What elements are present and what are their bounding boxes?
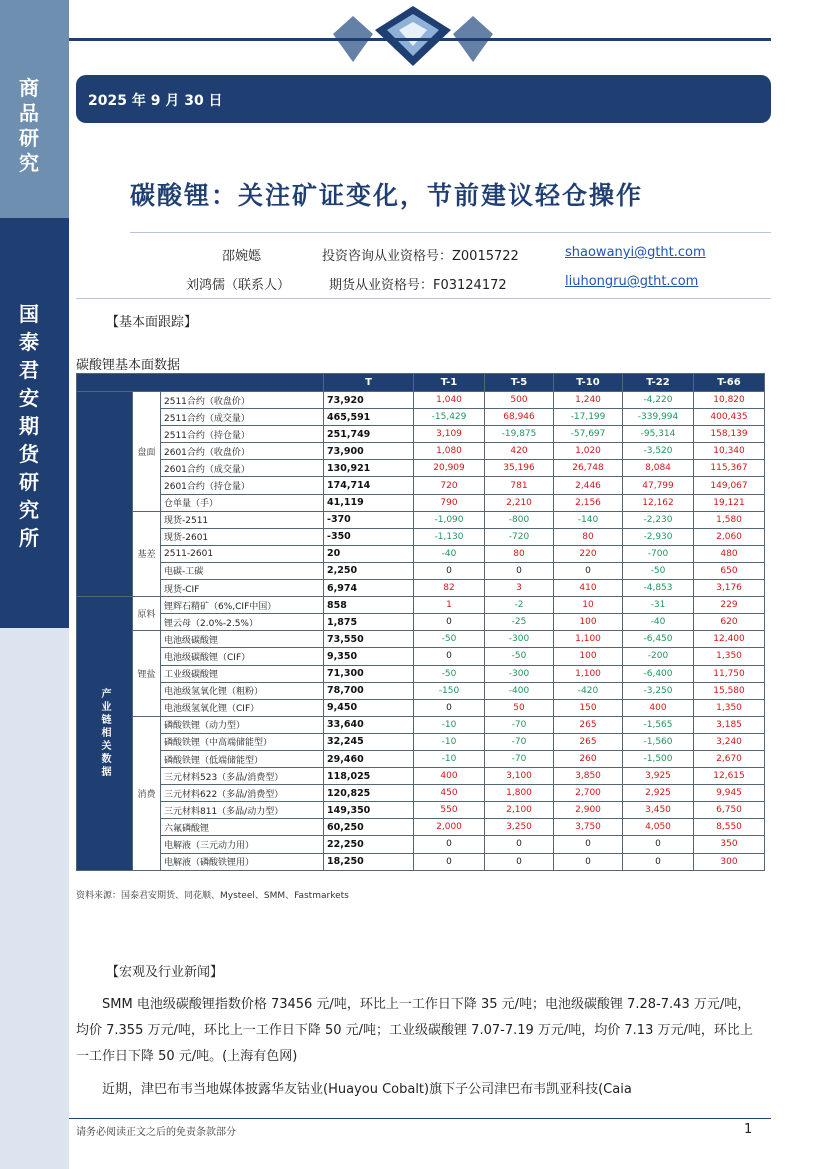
change-value-cell: -70	[485, 750, 554, 767]
column-header: T-10	[554, 374, 623, 392]
current-value-cell: 465,591	[324, 409, 414, 426]
change-value-cell: 229	[694, 597, 765, 614]
item-label-cell: 2511合约（成交量）	[161, 409, 324, 426]
change-value-cell: 12,615	[694, 768, 765, 785]
change-value-cell: -150	[414, 682, 485, 699]
change-value-cell: 1	[414, 597, 485, 614]
change-value-cell: 2,060	[694, 528, 765, 545]
table-row	[77, 819, 765, 836]
table-row	[77, 614, 765, 631]
change-value-cell: 265	[554, 716, 623, 733]
change-value-cell: -339,994	[623, 409, 694, 426]
change-value-cell: 12,162	[623, 494, 694, 511]
item-label-cell: 2511-2601	[161, 545, 324, 562]
item-label-cell: 磷酸铁锂（低端储能型）	[161, 750, 324, 767]
change-value-cell: 100	[554, 648, 623, 665]
change-value-cell: 2,900	[554, 802, 623, 819]
table-row	[77, 477, 765, 494]
item-label-cell: 三元材料523（多晶/消费型）	[161, 768, 324, 785]
current-value-cell: 118,025	[324, 768, 414, 785]
change-value-cell: 0	[414, 699, 485, 716]
change-value-cell: 720	[414, 477, 485, 494]
change-value-cell: -57,697	[554, 426, 623, 443]
change-value-cell: -720	[485, 528, 554, 545]
change-value-cell: -2,930	[623, 528, 694, 545]
change-value-cell: 12,400	[694, 631, 765, 648]
table-row	[77, 699, 765, 716]
current-value-cell: -370	[324, 511, 414, 528]
change-value-cell: -70	[485, 716, 554, 733]
change-value-cell: 2,000	[414, 819, 485, 836]
change-value-cell: -3,250	[623, 682, 694, 699]
current-value-cell: 1,875	[324, 614, 414, 631]
change-value-cell: 2,925	[623, 785, 694, 802]
change-value-cell: 0	[554, 562, 623, 579]
column-header: T-1	[414, 374, 485, 392]
column-header: T-66	[694, 374, 765, 392]
change-value-cell: -10	[414, 750, 485, 767]
table-row	[77, 785, 765, 802]
table-row	[77, 426, 765, 443]
change-value-cell: 480	[694, 545, 765, 562]
current-value-cell: 20	[324, 545, 414, 562]
change-value-cell: 790	[414, 494, 485, 511]
change-value-cell: 400	[623, 699, 694, 716]
change-value-cell: -3,520	[623, 443, 694, 460]
table-row	[77, 494, 765, 511]
change-value-cell: 3,176	[694, 580, 765, 597]
change-value-cell: 620	[694, 614, 765, 631]
change-value-cell: 1,580	[694, 511, 765, 528]
report-title: 碳酸锂：关注矿证变化，节前建议轻仓操作	[130, 181, 644, 210]
change-value-cell: 3,240	[694, 733, 765, 750]
change-value-cell: -1,500	[623, 750, 694, 767]
change-value-cell: 550	[414, 802, 485, 819]
change-value-cell: 2,670	[694, 750, 765, 767]
sidebar-institute-label: 国泰君安期货研究所	[19, 302, 39, 550]
change-value-cell: -1,130	[414, 528, 485, 545]
change-value-cell: 68,946	[485, 409, 554, 426]
table-row	[77, 768, 765, 785]
change-value-cell: 10	[554, 597, 623, 614]
subgroup-cell: 盘面	[133, 392, 161, 512]
change-value-cell: 2,700	[554, 785, 623, 802]
table-row	[77, 528, 765, 545]
item-label-cell: 电解液（磷酸铁锂用）	[161, 853, 324, 870]
change-value-cell: 350	[694, 836, 765, 853]
table-row	[77, 409, 765, 426]
footer-disclaimer: 请务必阅读正文之后的免责条款部分	[76, 1127, 236, 1138]
change-value-cell: 420	[485, 443, 554, 460]
change-value-cell: 150	[554, 699, 623, 716]
change-value-cell: 2,210	[485, 494, 554, 511]
change-value-cell: -1,565	[623, 716, 694, 733]
change-value-cell: 8,084	[623, 460, 694, 477]
item-label-cell: 现货-2511	[161, 511, 324, 528]
change-value-cell: -420	[554, 682, 623, 699]
change-value-cell: 20,909	[414, 460, 485, 477]
table-row	[77, 733, 765, 750]
author-qualification: 期货从业资格号：F03124172	[329, 278, 507, 293]
change-value-cell: 3,850	[554, 768, 623, 785]
author-email-link[interactable]: shaowanyi@gtht.com	[565, 245, 706, 260]
change-value-cell: -700	[623, 545, 694, 562]
change-value-cell: -31	[623, 597, 694, 614]
current-value-cell: 6,974	[324, 580, 414, 597]
change-value-cell: 11,750	[694, 665, 765, 682]
change-value-cell: 50	[485, 699, 554, 716]
column-header: T-22	[623, 374, 694, 392]
change-value-cell: -40	[414, 545, 485, 562]
change-value-cell: 781	[485, 477, 554, 494]
current-value-cell: 41,119	[324, 494, 414, 511]
change-value-cell: -4,220	[623, 392, 694, 409]
change-value-cell: -19,875	[485, 426, 554, 443]
change-value-cell: 82	[414, 580, 485, 597]
change-value-cell: 0	[485, 562, 554, 579]
table-row	[77, 665, 765, 682]
change-value-cell: -140	[554, 511, 623, 528]
change-value-cell: 410	[554, 580, 623, 597]
change-value-cell: 0	[554, 836, 623, 853]
change-value-cell: 2,100	[485, 802, 554, 819]
change-value-cell: 650	[694, 562, 765, 579]
change-value-cell: 3,450	[623, 802, 694, 819]
change-value-cell: -70	[485, 733, 554, 750]
change-value-cell: 80	[485, 545, 554, 562]
change-value-cell: -50	[623, 562, 694, 579]
current-value-cell: 174,714	[324, 477, 414, 494]
change-value-cell: 3,925	[623, 768, 694, 785]
news-paragraph: 近期，津巴布韦当地媒体披露华友钴业(Huayou Cobalt)旗下子公司津巴布韦凯亚科技(Caia	[102, 1082, 632, 1097]
item-label-cell: 2601合约（成交量）	[161, 460, 324, 477]
current-value-cell: 18,250	[324, 853, 414, 870]
item-label-cell: 电碳-工碳	[161, 562, 324, 579]
change-value-cell: 1,800	[485, 785, 554, 802]
change-value-cell: 6,750	[694, 802, 765, 819]
current-value-cell: 130,921	[324, 460, 414, 477]
current-value-cell: 29,460	[324, 750, 414, 767]
change-value-cell: -17,199	[554, 409, 623, 426]
change-value-cell: 26,748	[554, 460, 623, 477]
change-value-cell: -10	[414, 733, 485, 750]
item-label-cell: 现货-CIF	[161, 580, 324, 597]
subgroup-cell: 基差	[133, 511, 161, 596]
category-cell: 产业链相关数据	[77, 597, 133, 871]
fundamentals-table	[76, 373, 765, 871]
table-row	[77, 631, 765, 648]
table-row	[77, 392, 765, 409]
change-value-cell: 400,435	[694, 409, 765, 426]
footer-rule	[69, 1118, 771, 1119]
table-row	[77, 545, 765, 562]
current-value-cell: 149,350	[324, 802, 414, 819]
change-value-cell: 1,020	[554, 443, 623, 460]
item-label-cell: 磷酸铁锂（动力型）	[161, 716, 324, 733]
column-header: T-5	[485, 374, 554, 392]
sidebar-dept-label: 商品研究	[19, 76, 39, 175]
table-row	[77, 443, 765, 460]
change-value-cell: 35,196	[485, 460, 554, 477]
item-label-cell: 电池级碳酸锂（CIF）	[161, 648, 324, 665]
current-value-cell: 78,700	[324, 682, 414, 699]
change-value-cell: 1,080	[414, 443, 485, 460]
table-row	[77, 802, 765, 819]
change-value-cell: -40	[623, 614, 694, 631]
change-value-cell: -2,230	[623, 511, 694, 528]
table-header-blank	[77, 374, 324, 392]
change-value-cell: 0	[414, 562, 485, 579]
change-value-cell: 2,156	[554, 494, 623, 511]
author-name: 邵婉嫕	[222, 249, 262, 264]
table-row	[77, 511, 765, 528]
table-row	[77, 562, 765, 579]
change-value-cell: -400	[485, 682, 554, 699]
change-value-cell: -50	[414, 665, 485, 682]
change-value-cell: 450	[414, 785, 485, 802]
subgroup-cell: 原料	[133, 597, 161, 631]
change-value-cell: 158,139	[694, 426, 765, 443]
section-heading-news: 【宏观及行业新闻】	[106, 965, 224, 980]
table-header-row	[77, 374, 765, 392]
change-value-cell: 15,580	[694, 682, 765, 699]
table-row	[77, 460, 765, 477]
news-paragraph: SMM 电池级碳酸锂指数价格 73456 元/吨，环比上一工作日下降 35 元/吨；电池级碳酸锂 7.28-7.43 万元/吨，均价 7.355 万元/吨，环比上一工作日下降 50 元/吨；工业级碳酸锂 7.07-7.19 万元/吨，均价 7.13 万元/吨，环比上一工作日下降 50 元/吨。(上海有色网)	[76, 997, 753, 1064]
subgroup-cell: 消费	[133, 716, 161, 870]
table-row	[77, 597, 765, 614]
change-value-cell: 0	[414, 853, 485, 870]
author-name: 刘鸿儒（联系人）	[186, 278, 291, 293]
change-value-cell: -200	[623, 648, 694, 665]
change-value-cell: 10,340	[694, 443, 765, 460]
item-label-cell: 电池级氢氧化锂（CIF）	[161, 699, 324, 716]
change-value-cell: -2	[485, 597, 554, 614]
item-label-cell: 2511合约（收盘价）	[161, 392, 324, 409]
change-value-cell: 80	[554, 528, 623, 545]
table-row	[77, 716, 765, 733]
change-value-cell: -25	[485, 614, 554, 631]
item-label-cell: 电解液（三元动力用）	[161, 836, 324, 853]
current-value-cell: 9,450	[324, 699, 414, 716]
change-value-cell: -4,853	[623, 580, 694, 597]
current-value-cell: 73,550	[324, 631, 414, 648]
table-row	[77, 836, 765, 853]
item-label-cell: 三元材料622（多晶/消费型）	[161, 785, 324, 802]
change-value-cell: 3,109	[414, 426, 485, 443]
table-row	[77, 682, 765, 699]
current-value-cell: 22,250	[324, 836, 414, 853]
change-value-cell: 2,446	[554, 477, 623, 494]
report-date: 2025 年 9 月 30 日	[88, 93, 223, 109]
current-value-cell: 60,250	[324, 819, 414, 836]
item-label-cell: 电池级氢氧化锂（粗粉）	[161, 682, 324, 699]
change-value-cell: 1,100	[554, 665, 623, 682]
section-heading-fundamentals: 【基本面跟踪】	[106, 315, 198, 330]
item-label-cell: 工业级碳酸锂	[161, 665, 324, 682]
category-cell	[77, 392, 133, 597]
subgroup-cell: 锂盐	[133, 631, 161, 716]
item-label-cell: 锂辉石精矿（6%,CIF中国）	[161, 597, 324, 614]
change-value-cell: 260	[554, 750, 623, 767]
change-value-cell: 1,350	[694, 699, 765, 716]
change-value-cell: -15,429	[414, 409, 485, 426]
change-value-cell: 115,367	[694, 460, 765, 477]
change-value-cell: 0	[414, 614, 485, 631]
diamond-logo-icon	[325, 4, 501, 68]
data-source-note: 资料来源：国泰君安期货、同花顺、Mysteel、SMM、Fastmarkets	[76, 891, 349, 901]
item-label-cell: 三元材料811（多晶/动力型）	[161, 802, 324, 819]
table-caption: 碳酸锂基本面数据	[76, 358, 181, 373]
page-number: 1	[744, 1122, 753, 1137]
change-value-cell: 149,067	[694, 477, 765, 494]
current-value-cell: 251,749	[324, 426, 414, 443]
current-value-cell: 120,825	[324, 785, 414, 802]
author-email-link[interactable]: liuhongru@gtht.com	[565, 274, 699, 289]
change-value-cell: 0	[623, 853, 694, 870]
title-rule	[130, 232, 771, 233]
change-value-cell: 0	[485, 836, 554, 853]
change-value-cell: -800	[485, 511, 554, 528]
header-rule	[69, 38, 771, 41]
change-value-cell: 400	[414, 768, 485, 785]
change-value-cell: 3,100	[485, 768, 554, 785]
change-value-cell: -6,400	[623, 665, 694, 682]
change-value-cell: -50	[414, 631, 485, 648]
change-value-cell: -1,090	[414, 511, 485, 528]
change-value-cell: 265	[554, 733, 623, 750]
change-value-cell: -95,314	[623, 426, 694, 443]
table-row	[77, 853, 765, 870]
author-rule	[76, 298, 771, 299]
change-value-cell: 3,750	[554, 819, 623, 836]
column-header: T	[324, 374, 414, 392]
current-value-cell: 73,900	[324, 443, 414, 460]
current-value-cell: 2,250	[324, 562, 414, 579]
item-label-cell: 2511合约（持仓量）	[161, 426, 324, 443]
current-value-cell: 9,350	[324, 648, 414, 665]
change-value-cell: 1,350	[694, 648, 765, 665]
change-value-cell: -1,560	[623, 733, 694, 750]
change-value-cell: 500	[485, 392, 554, 409]
change-value-cell: -300	[485, 631, 554, 648]
change-value-cell: -10	[414, 716, 485, 733]
item-label-cell: 六氟磷酸锂	[161, 819, 324, 836]
table-row	[77, 580, 765, 597]
change-value-cell: 47,799	[623, 477, 694, 494]
item-label-cell: 2601合约（收盘价）	[161, 443, 324, 460]
change-value-cell: 3,185	[694, 716, 765, 733]
current-value-cell: 858	[324, 597, 414, 614]
change-value-cell: 9,945	[694, 785, 765, 802]
change-value-cell: 0	[554, 853, 623, 870]
change-value-cell: 1,100	[554, 631, 623, 648]
change-value-cell: 300	[694, 853, 765, 870]
change-value-cell: 1,040	[414, 392, 485, 409]
change-value-cell: 4,050	[623, 819, 694, 836]
change-value-cell: 0	[414, 836, 485, 853]
item-label-cell: 仓单量（手）	[161, 494, 324, 511]
change-value-cell: 3	[485, 580, 554, 597]
change-value-cell: 0	[414, 648, 485, 665]
change-value-cell: 100	[554, 614, 623, 631]
current-value-cell: -350	[324, 528, 414, 545]
table-row	[77, 648, 765, 665]
change-value-cell: 10,820	[694, 392, 765, 409]
change-value-cell: 0	[485, 853, 554, 870]
item-label-cell: 电池级碳酸锂	[161, 631, 324, 648]
change-value-cell: -6,450	[623, 631, 694, 648]
current-value-cell: 73,920	[324, 392, 414, 409]
table-row	[77, 750, 765, 767]
change-value-cell: 3,250	[485, 819, 554, 836]
change-value-cell: -50	[485, 648, 554, 665]
change-value-cell: 19,121	[694, 494, 765, 511]
change-value-cell: -300	[485, 665, 554, 682]
item-label-cell: 2601合约（持仓量）	[161, 477, 324, 494]
item-label-cell: 锂云母（2.0%-2.5%）	[161, 614, 324, 631]
item-label-cell: 磷酸铁锂（中高端储能型）	[161, 733, 324, 750]
change-value-cell: 8,550	[694, 819, 765, 836]
change-value-cell: 1,240	[554, 392, 623, 409]
item-label-cell: 现货-2601	[161, 528, 324, 545]
current-value-cell: 33,640	[324, 716, 414, 733]
current-value-cell: 71,300	[324, 665, 414, 682]
change-value-cell: 220	[554, 545, 623, 562]
change-value-cell: 0	[623, 836, 694, 853]
current-value-cell: 32,245	[324, 733, 414, 750]
author-qualification: 投资咨询从业资格号：Z0015722	[322, 249, 519, 264]
